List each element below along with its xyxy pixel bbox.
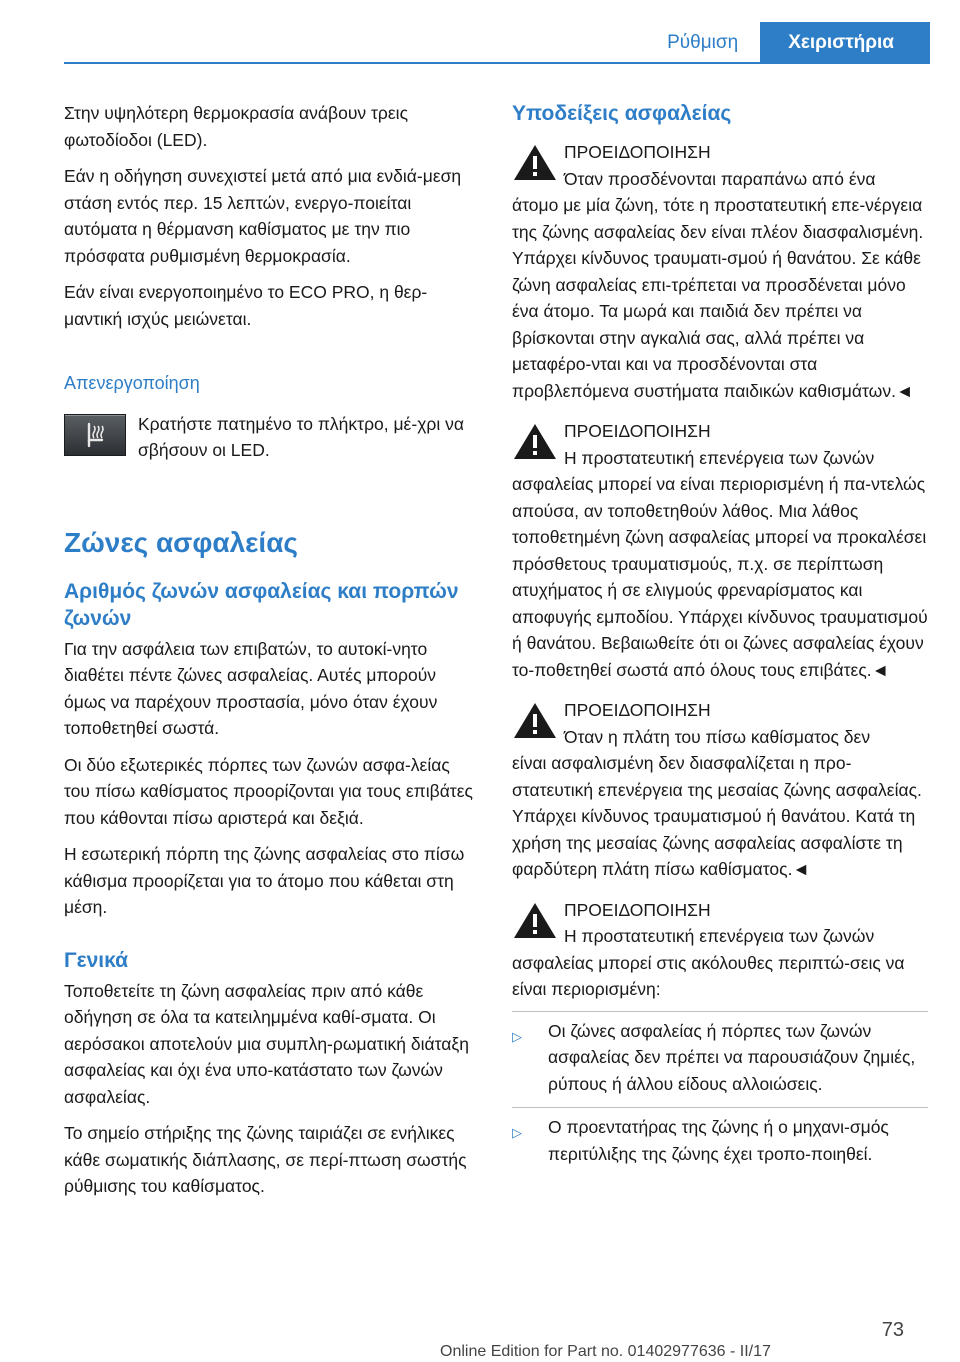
- warning-label: ΠΡΟΕΙΔΟΠΟΙΗΣΗ: [564, 700, 711, 720]
- paragraph: Εάν είναι ενεργοποιημένο το ECO PRO, η θερ-μαντική ισχύς μειώνεται.: [64, 282, 428, 329]
- deactivation-row: [64, 411, 480, 464]
- warning-triangle-icon: [512, 700, 558, 740]
- footer-edition: Online Edition for Part no. 01402977636 - II/17: [440, 1343, 771, 1360]
- paragraph: Τοποθετείτε τη ζώνη ασφαλείας πριν από κάθε οδήγηση σε όλα τα κατειλημμένα καθί-σματα. Οι αερόσακοι αποτελούν μια συμπλη-ρωματική διάταξη ασφαλείας και όχι ένα υπο-κατάστατο των ζωνών ασφαλείας.: [64, 980, 469, 1107]
- warning-first-line: Η προστατευτική επενέργεια των ζωνών: [564, 447, 875, 468]
- warning-block: [512, 139, 928, 404]
- paragraph: Το σημείο στήριξης της ζώνης ταιριάζει σε ενήλικες κάθε σωματικής διάπλασης, σε περί-πτωση σωστής ρύθμισης του καθίσματος.: [64, 1123, 467, 1196]
- section-title: Ζώνες ασφαλείας: [64, 526, 298, 558]
- warning-block: [512, 697, 928, 883]
- tab-settings: Ρύθμιση: [667, 32, 739, 53]
- left-column: [64, 100, 480, 1210]
- list-item-text: Ο προεντατήρας της ζώνης ή ο μηχανι-σμός περιτύλιξης της ζώνης έχει τροπο-ποιηθεί.: [548, 1117, 889, 1164]
- warning-block: [512, 897, 928, 1003]
- seat-heating-icon: [64, 414, 126, 456]
- warning-triangle-icon: [512, 900, 558, 940]
- triangle-bullet-icon: ▷: [512, 1028, 522, 1044]
- general-title: Γενικά: [64, 948, 129, 972]
- paragraph: Οι δύο εξωτερικές πόρπες των ζωνών ασφα-λείας του πίσω καθίσματος προορίζονται για τους επιβάτες που κάθονται πίσω αριστερά και δεξιά.: [64, 754, 473, 828]
- warning-first-line: Όταν προσδένονται παραπάνω από ένα: [564, 168, 876, 189]
- warning-text: είναι ασφαλισμένη δεν διασφαλίζεται η προ-στατευτική επενέργεια της μεσαίας ζώνης ασφαλείας. Υπάρχει κίνδυνος τραυματισμού ή θανάτου. Κατά τη χρήση της μεσαίας ζώνης ασφαλείας ασφαλίστε τη φαρδύτερη πλάτη πίσω καθίσματος.◄: [512, 753, 922, 879]
- page-number: 73: [881, 1319, 904, 1341]
- warning-text: άτομο με μία ζώνη, τότε η προστατευτική επε-νέργεια της ζώνης ασφαλείας δεν είναι πλέον διασφαλισμένη. Υπάρχει κίνδυνος τραυματι-σμού ή θανάτου. Σε κάθε ζώνη ασφαλείας επι-τρέπεται να προσδένεται μόνο ένα άτομο. Τα μωρά και παιδιά δεν πρέπει να βρίσκονται στην αγκαλιά σας, αλλά πρέπει να μεταφέρο-νται και να προσδένονται στα προβλεπόμενα συστήματα παιδικών καθισμάτων.◄: [512, 195, 924, 401]
- warning-triangle-icon: [512, 421, 558, 461]
- deactivation-heading: Απενεργοποίηση: [64, 373, 200, 393]
- warning-block: [512, 418, 928, 683]
- paragraph: Στην υψηλότερη θερμοκρασία ανάβουν τρεις φωτοδίοδοι (LED).: [64, 103, 409, 150]
- warning-text: ασφαλείας μπορεί να είναι περιορισμένη ή πα-ντελώς απούσα, αν τοποθετηθούν λάθος. Μια λάθος τοποθετημένη ζώνη ασφαλείας μπορεί να προκαλέσει πρόσθετους τραυματισμούς, π.χ. σε περίπτωση ατυχήματος ή σε ελιγμούς φρεναρίσματος και αποφυγής εμποδίου. Υπάρχει κίνδυνος τραυματισμού ή θανάτου. Βεβαιωθείτε ότι οι ζώνες ασφαλείας έχουν το-ποθετηθεί σωστά από όλους τους επιβάτες.◄: [512, 474, 928, 680]
- bullet-list: [512, 1011, 928, 1178]
- header-divider: [64, 62, 930, 64]
- right-column: [512, 100, 928, 1177]
- list-item: [512, 1011, 928, 1108]
- warning-triangle-icon: [512, 142, 558, 182]
- warning-first-line: Η προστατευτική επενέργεια των ζωνών: [564, 926, 875, 946]
- paragraph: Για την ασφάλεια των επιβατών, το αυτοκί-νητο διαθέτει πέντε ζώνες ασφαλείας. Αυτές μπορούν όμως να παρέχουν προστασία, μόνο όταν έχουν τοποθετηθεί σωστά.: [64, 638, 438, 738]
- warning-label: ΠΡΟΕΙΔΟΠΟΙΗΣΗ: [564, 899, 711, 920]
- warning-first-line: Όταν η πλάτη του πίσω καθίσματος δεν: [564, 726, 871, 747]
- warning-label: ΠΡΟΕΙΔΟΠΟΙΗΣΗ: [564, 421, 711, 441]
- warning-text: ασφαλείας μπορεί στις ακόλουθες περιπτώ-σεις να είναι περιορισμένη:: [512, 952, 905, 999]
- deactivation-text: Κρατήστε πατημένο το πλήκτρο, μέ-χρι να σβήσουν οι LED.: [138, 413, 464, 460]
- subsection-title: Αριθμός ζωνών ασφαλείας και πορπών ζωνών: [64, 579, 459, 630]
- triangle-bullet-icon: ▷: [512, 1125, 522, 1140]
- warning-label: ΠΡΟΕΙΔΟΠΟΙΗΣΗ: [564, 142, 711, 162]
- safety-notes-title: Υποδείξεις ασφαλείας: [512, 102, 732, 125]
- list-item: [512, 1107, 928, 1177]
- tab-controls: Χειριστήρια: [760, 22, 930, 64]
- header-tabs: [645, 22, 930, 64]
- paragraph: Εάν η οδήγηση συνεχιστεί μετά από μια ενδιά-μεση στάση εντός περ. 15 λεπτών, ενεργο-ποιείται αυτόματα η θέρμανση καθίσματος με την πιο πρόσφατα ρυθμισμένη θερμοκρασία.: [64, 166, 462, 266]
- paragraph: Η εσωτερική πόρπη της ζώνης ασφαλείας στο πίσω κάθισμα προορίζεται για το άτομο που κάθεται στη μέση.: [64, 844, 465, 917]
- list-item-text: Οι ζώνες ασφαλείας ή πόρπες των ζωνών ασφαλείας δεν πρέπει να παρουσιάζουν ζημιές, ρύπους ή άλλου είδους αλλοιώσεις.: [548, 1020, 916, 1094]
